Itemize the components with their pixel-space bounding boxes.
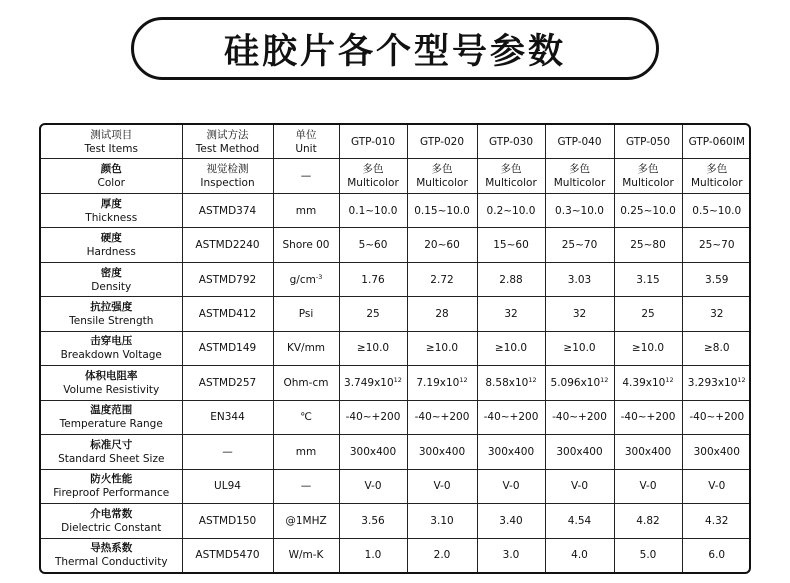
method-cell: —	[182, 435, 273, 469]
unit-text: KV/mm	[286, 342, 326, 355]
value-cell: ≥10.0	[545, 331, 614, 365]
value-cell: 0.5~10.0	[682, 193, 751, 227]
method-en: Inspection	[200, 177, 255, 190]
value-cell: V-0	[545, 469, 614, 503]
property-name-en: Dielectric Constant	[61, 521, 162, 534]
unit-text: Psi	[298, 307, 314, 320]
title-banner	[131, 17, 659, 80]
unit-text: —	[300, 170, 312, 183]
property-cell	[41, 504, 182, 538]
value-cell: 4.32	[682, 504, 751, 538]
value-cell: 32	[477, 297, 545, 331]
table-row	[41, 366, 751, 400]
property-name-en: Hardness	[86, 246, 136, 259]
value-base: 3.749x10	[344, 376, 394, 389]
spec-table-container	[39, 123, 751, 574]
property-name-en: Volume Resistivity	[63, 383, 160, 396]
header-test-items: 测试项目 Test Items	[41, 125, 182, 159]
property-name-cn: 厚度	[100, 197, 122, 210]
method-cell: ASTMD150	[182, 504, 273, 538]
value-cell: -40~+200	[682, 400, 751, 434]
property-name-cn: 防火性能	[90, 473, 133, 486]
value-cell	[682, 366, 751, 400]
value-cell: 2.0	[407, 538, 477, 572]
spec-table	[41, 125, 751, 572]
header-model: GTP-060IM	[682, 125, 751, 159]
unit-cell	[273, 331, 339, 365]
property-name-cn: 击穿电压	[90, 335, 133, 348]
value-cell: 300x400	[682, 435, 751, 469]
value-cell: 25~70	[545, 228, 614, 262]
value-cell: 3.56	[339, 504, 407, 538]
table-row	[41, 435, 751, 469]
value-cell	[682, 159, 751, 193]
value-cell: ≥10.0	[407, 331, 477, 365]
value-cell: 25~70	[682, 228, 751, 262]
method-cell: ASTMD792	[182, 262, 273, 296]
property-name-cn: 硬度	[100, 232, 122, 245]
value-cell: 0.2~10.0	[477, 193, 545, 227]
value-cell	[477, 159, 545, 193]
method-cell: ASTMD149	[182, 331, 273, 365]
header-unit: 单位 Unit	[273, 125, 339, 159]
header-model: GTP-010	[339, 125, 407, 159]
value-cn: 多色	[637, 163, 659, 176]
table-row	[41, 538, 751, 572]
value-cell: -40~+200	[407, 400, 477, 434]
value-cell: 1.0	[339, 538, 407, 572]
value-cell: 25	[614, 297, 682, 331]
method-cell	[182, 159, 273, 193]
value-cell: 300x400	[339, 435, 407, 469]
value-cell: 300x400	[477, 435, 545, 469]
unit-cell	[273, 469, 339, 503]
value-cell: 0.1~10.0	[339, 193, 407, 227]
property-name-cn: 导热系数	[90, 542, 133, 555]
value-cell: ≥10.0	[339, 331, 407, 365]
value-cell: 32	[682, 297, 751, 331]
method-cell: EN344	[182, 400, 273, 434]
table-row	[41, 331, 751, 365]
property-cell	[41, 435, 182, 469]
unit-cell	[273, 193, 339, 227]
value-en: Multicolor	[416, 177, 468, 190]
property-name-en: Thickness	[85, 211, 138, 224]
method-cell: ASTMD257	[182, 366, 273, 400]
property-name-cn: 颜色	[100, 163, 122, 176]
value-cell: V-0	[614, 469, 682, 503]
value-cell: 300x400	[545, 435, 614, 469]
value-cell: 32	[545, 297, 614, 331]
value-cell: V-0	[339, 469, 407, 503]
value-cn: 多色	[431, 163, 453, 176]
value-cell: -40~+200	[477, 400, 545, 434]
header-model: GTP-040	[545, 125, 614, 159]
value-cell: 4.0	[545, 538, 614, 572]
value-cell: 4.82	[614, 504, 682, 538]
value-cell: 2.72	[407, 262, 477, 296]
unit-cell	[273, 262, 339, 296]
unit-cell	[273, 297, 339, 331]
value-cell: ≥10.0	[477, 331, 545, 365]
property-cell	[41, 297, 182, 331]
value-cell	[545, 366, 614, 400]
value-exponent: 12	[600, 375, 609, 384]
value-cell: 4.54	[545, 504, 614, 538]
property-name-cn: 抗拉强度	[90, 300, 133, 313]
unit-text: @1MHZ	[285, 514, 327, 527]
value-exponent: 12	[665, 375, 674, 384]
method-cell: ASTMD374	[182, 193, 273, 227]
method-cell: UL94	[182, 469, 273, 503]
property-name-en: Standard Sheet Size	[58, 452, 165, 465]
value-cell	[477, 366, 545, 400]
header-model: GTP-030	[477, 125, 545, 159]
property-name-en: Thermal Conductivity	[54, 556, 168, 569]
property-cell	[41, 366, 182, 400]
value-cell	[614, 159, 682, 193]
value-cell: -40~+200	[614, 400, 682, 434]
unit-text: mm	[295, 445, 317, 458]
property-name-en: Temperature Range	[59, 418, 163, 431]
method-cn: 视觉检测	[206, 163, 249, 176]
property-cell	[41, 331, 182, 365]
value-en: Multicolor	[485, 177, 537, 190]
value-cell: 3.03	[545, 262, 614, 296]
unit-text: —	[300, 480, 312, 493]
value-cell: 25~80	[614, 228, 682, 262]
value-cell: -40~+200	[339, 400, 407, 434]
table-row	[41, 159, 751, 193]
value-cell: 5.0	[614, 538, 682, 572]
value-cn: 多色	[362, 163, 384, 176]
value-cell	[545, 159, 614, 193]
value-cell: 1.76	[339, 262, 407, 296]
value-cell: 0.3~10.0	[545, 193, 614, 227]
method-cell: ASTMD412	[182, 297, 273, 331]
property-cell	[41, 262, 182, 296]
value-cell	[614, 366, 682, 400]
table-row	[41, 228, 751, 262]
unit-cell	[273, 159, 339, 193]
unit-superscript: -3	[315, 272, 323, 281]
unit-cell	[273, 538, 339, 572]
property-name-en: Breakdown Voltage	[60, 349, 162, 362]
value-cell: 3.40	[477, 504, 545, 538]
value-cell: 15~60	[477, 228, 545, 262]
table-row	[41, 400, 751, 434]
header-row	[41, 125, 751, 159]
unit-cell	[273, 228, 339, 262]
value-cell: 6.0	[682, 538, 751, 572]
unit-cell	[273, 504, 339, 538]
value-cell: 300x400	[614, 435, 682, 469]
property-name-en: Tensile Strength	[69, 314, 154, 327]
property-cell	[41, 193, 182, 227]
property-cell	[41, 228, 182, 262]
property-name-cn: 温度范围	[90, 404, 133, 417]
value-cell	[407, 159, 477, 193]
value-cell	[407, 366, 477, 400]
table-row	[41, 193, 751, 227]
value-cell: 0.25~10.0	[614, 193, 682, 227]
property-name-cn: 介电常数	[90, 507, 133, 520]
value-base: 3.293x10	[687, 376, 738, 389]
table-row	[41, 262, 751, 296]
value-cell: ≥10.0	[614, 331, 682, 365]
value-cell: 3.59	[682, 262, 751, 296]
unit-cell	[273, 366, 339, 400]
value-en: Multicolor	[622, 177, 674, 190]
value-cn: 多色	[569, 163, 590, 176]
value-cell: ≥8.0	[682, 331, 751, 365]
property-cell	[41, 538, 182, 572]
property-cell	[41, 159, 182, 193]
value-exponent: 12	[737, 375, 746, 384]
value-cell: 3.10	[407, 504, 477, 538]
value-exponent: 12	[393, 375, 402, 384]
value-cell: -40~+200	[545, 400, 614, 434]
unit-text: W/m-K	[288, 549, 324, 562]
value-cell	[339, 366, 407, 400]
value-base: 8.58x10	[485, 376, 529, 389]
value-cn: 多色	[706, 163, 728, 176]
value-cell: 300x400	[407, 435, 477, 469]
header-model: GTP-020	[407, 125, 477, 159]
method-cell: ASTMD2240	[182, 228, 273, 262]
unit-cell	[273, 400, 339, 434]
table-row	[41, 297, 751, 331]
property-cell	[41, 400, 182, 434]
value-cell: 0.15~10.0	[407, 193, 477, 227]
value-cell: 5~60	[339, 228, 407, 262]
property-name-cn: 标准尺寸	[90, 438, 133, 451]
value-base: 7.19x10	[416, 376, 460, 389]
value-cell: V-0	[407, 469, 477, 503]
value-cell: 2.88	[477, 262, 545, 296]
value-cell: 3.0	[477, 538, 545, 572]
unit-text: mm	[295, 204, 317, 217]
property-name-en: Color	[97, 177, 125, 190]
unit-text: Ohm-cm	[283, 376, 329, 389]
value-base: 4.39x10	[622, 376, 666, 389]
method-cell: ASTMD5470	[182, 538, 273, 572]
value-exponent: 12	[528, 375, 537, 384]
value-cell: 25	[339, 297, 407, 331]
table-row	[41, 504, 751, 538]
value-base: 5.096x10	[550, 376, 601, 389]
property-name-cn: 密度	[100, 266, 122, 279]
property-cell	[41, 469, 182, 503]
value-cell	[339, 159, 407, 193]
value-cell: 20~60	[407, 228, 477, 262]
value-en: Multicolor	[347, 177, 399, 190]
property-name-cn: 体积电阻率	[85, 369, 138, 382]
value-cn: 多色	[500, 163, 522, 176]
property-name-en: Density	[91, 280, 132, 293]
value-en: Multicolor	[553, 177, 606, 190]
table-row	[41, 469, 751, 503]
unit-text: Shore 00	[282, 239, 330, 252]
unit-cell	[273, 435, 339, 469]
header-test-method: 测试方法 Test Method	[182, 125, 273, 159]
page-title: 硅胶片各个型号参数	[223, 31, 566, 72]
value-cell: V-0	[477, 469, 545, 503]
value-cell: 3.15	[614, 262, 682, 296]
header-model: GTP-050	[614, 125, 682, 159]
unit-text: ℃	[300, 411, 312, 424]
value-exponent: 12	[459, 375, 468, 384]
value-cell: 28	[407, 297, 477, 331]
unit-text: g/cm	[289, 273, 316, 286]
property-name-en: Fireproof Performance	[53, 487, 170, 500]
value-cell: V-0	[682, 469, 751, 503]
value-en: Multicolor	[690, 177, 743, 190]
